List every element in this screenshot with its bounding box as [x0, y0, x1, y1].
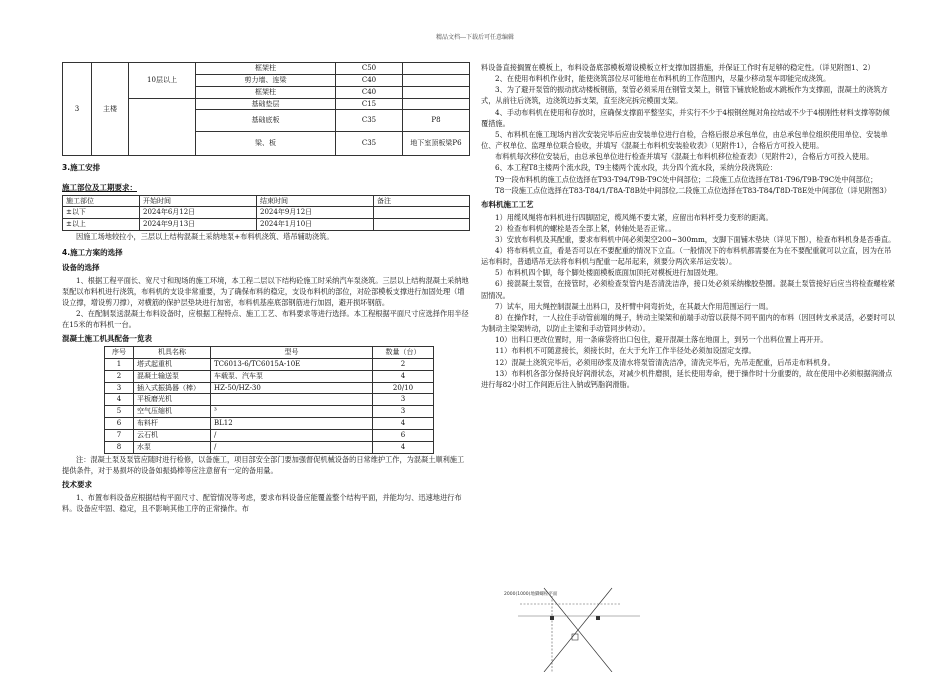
table-cell: 6	[373, 429, 434, 441]
paragraph: T9一段布料机的施工点位选择在T93-T94/T9B-T9C处中间部位；二段施工点位选择在T81-T96/T9B-T9C处中间部位；	[495, 174, 878, 184]
tech-title: 技术要求	[62, 479, 92, 489]
member-name: 基础垫层	[196, 98, 336, 110]
table-cell: 空气压缩机	[134, 406, 211, 418]
table-cell: 车载泵、汽车泵	[211, 370, 373, 382]
member-name: 梁、板	[196, 132, 336, 156]
concrete-grade-table	[62, 62, 470, 156]
table-row	[105, 394, 434, 406]
schedule-table	[62, 195, 470, 232]
table-cell: ±以下	[63, 207, 140, 219]
member-name: 框架柱	[196, 63, 336, 75]
column-header: 数量（台）	[373, 346, 434, 358]
diagram-drawing	[500, 578, 650, 672]
table-cell: 3	[373, 406, 434, 418]
table-cell: 2024年1月10日	[257, 219, 374, 231]
table-cell: 1	[105, 358, 134, 370]
table-cell: 4	[373, 370, 434, 382]
diagram-label: 2000(1000)地脚螺栓平面	[504, 592, 558, 597]
table-cell: 水泵	[134, 441, 211, 453]
machine-table-title: 混凝土施工机具配备一览表	[62, 334, 152, 344]
table-row	[105, 370, 434, 382]
column-header: 结束时间	[257, 195, 374, 207]
table-cell: 6	[105, 418, 134, 430]
column-header: 备注	[374, 195, 470, 207]
table-cell	[374, 207, 470, 219]
table-cell: /	[211, 429, 373, 441]
paragraph: 4、手动布料机在使用和存放时，应确保支撑面平整坚实，并实行不少于4根钢丝绳对角拉结或不少于4根刚性材料支撑等防倾覆措施。	[481, 107, 890, 128]
process-step: 6）接混凝土泵管，在接管时，必须检查泵管内是否清洗洁净，接口处必须采纳橡胶垫圈。混凝土泵管接好后应当将检查螺栓紧固情况。	[481, 279, 895, 300]
process-step: 4）将布料机立直，看是否可以在不要配重的情况下立直。（一般情况下的布料机都需要在为在不要配重就可以立直，因为在吊运布料时，普通塔吊无法将布料机与配重一起吊起来，须要分两次来吊运安装）。	[481, 245, 892, 267]
process-step: 1）用缆风绳将布料机进行四脚固定，缆风绳不要太紧，应留出布料杆受力变形的距离。	[495, 212, 773, 222]
table-row	[63, 207, 470, 219]
table-cell: 8	[105, 441, 134, 453]
process-step: 10）出料口更改位置时，用一条麻袋将出口包住，避开混凝土落在地面上，到另一个出料位置上再开开。	[495, 335, 828, 345]
schedule-note: 因施工场地较拉小，三层以上结构混凝土采纳地泵+布料机浇筑、塔吊辅助浇筑。	[76, 232, 334, 242]
concrete-grade: C40	[336, 86, 403, 98]
table-row	[63, 219, 470, 231]
process-step: 3）安放布料机及其配重，要求布料机中间必须架空200~300mm，支脚下面铺木垫块（详见下图），检查布料机身是否垂直。	[495, 234, 896, 244]
process-title: 布料机施工工艺	[481, 199, 534, 209]
table-row	[105, 429, 434, 441]
floor-range	[129, 98, 196, 156]
member-name: 框架柱	[196, 86, 336, 98]
table-cell: 3	[373, 394, 434, 406]
machine-note: 注：混凝土泵及泵管应随时进行检修，以备施工，项目部安全部门要加强督促机械设备的日常维护工作，为混凝土顺利施工提供条件，对于易损坏的设备如振捣棒等应注意留有一定的备用量。	[62, 454, 465, 475]
process-step: 2）检查布料机的螺栓是否全部上紧，转轴处是否正常。。	[495, 223, 676, 233]
table-cell: 布料杆	[134, 418, 211, 430]
column-header: 序号	[105, 346, 134, 358]
column-header: 施工部位	[63, 195, 140, 207]
process-step: 5）布料机四个脚，每个脚处楼面模板底面加顶托对模板进行加固处理。	[495, 268, 723, 278]
paragraph: 2、在配制泵送混凝土布料设备时，应根据工程特点、施工工艺、布料要求等进行选择。本工程根据平面尺寸应选择作用半径在15米的布料机一台。	[62, 309, 469, 330]
paragraph: 5、布料机在施工现场内首次安装完毕后应由安装单位进行自检，合格后报总承包单位，由总承包单位组织使用单位、安装单位、产权单位、监理单位联合验收，并填写《混凝土布料机安装验收表》（见附件1），合格后方可投入使用。	[481, 129, 888, 151]
process-step: 7）试车，用大绳控制混凝土出料口，及杆臂中间弯折处，在其最大作用范围运行一周。	[495, 301, 773, 311]
equipment-title: 设备的选择	[62, 262, 100, 272]
table-row	[105, 441, 434, 453]
table-cell: 平板磨光机	[134, 394, 211, 406]
remark	[403, 86, 470, 98]
table-cell	[211, 394, 373, 406]
table-cell: ³	[211, 406, 373, 418]
table-cell: 3	[105, 382, 134, 394]
column-header: 开始时间	[140, 195, 257, 207]
column-header: 机具名称	[134, 346, 211, 358]
remark	[403, 74, 470, 86]
table-cell: 云石机	[134, 429, 211, 441]
paragraph: 3、为了避开泵管的振动扰动楼板钢筋，泵管必须采用在钢管支架上，钢管下铺放轮胎或木跳板作为支撑面，混凝土的浇筑方式，从前往后浇筑，边浇筑边拆支架，直至浇完拆完模面支架。	[481, 85, 888, 106]
table-cell	[374, 219, 470, 231]
table-cell: HZ-50/HZ-30	[211, 382, 373, 394]
table-cell: 4	[373, 441, 434, 453]
table-header-row	[63, 195, 470, 207]
floor-range: 10层以上	[129, 63, 196, 99]
paragraph: 2、在使用布料机作业时，能使浇筑部位尽可能地在布料机的工作范围内，尽量少移动泵车即能完成浇筑。	[495, 74, 831, 84]
concrete-grade: C15	[336, 98, 403, 110]
table-cell: 2024年9月12日	[257, 207, 374, 219]
left-column	[62, 62, 470, 514]
table-cell: 插入式振捣器（棒）	[134, 382, 211, 394]
placement-diagram	[500, 578, 650, 672]
table-cell: 塔式起重机	[134, 358, 211, 370]
table-cell: 4	[105, 394, 134, 406]
table-row	[105, 382, 434, 394]
page-header: 精品文档---下载后可任意编辑	[435, 34, 515, 41]
machine-table	[104, 346, 434, 454]
paragraph: 6、本工程T8主楼两个流水段，T9主楼两个流水段，共分四个流水段，采纳分段浇筑砼：	[495, 163, 778, 173]
table-cell: 7	[105, 429, 134, 441]
table-cell: 2024年9月13日	[140, 219, 257, 231]
member-name: 剪力墙、连梁	[196, 74, 336, 86]
concrete-grade: C35	[336, 132, 403, 156]
right-column	[481, 62, 896, 390]
table-cell: ±以上	[63, 219, 140, 231]
remark	[403, 63, 470, 75]
concrete-grade: C50	[336, 63, 403, 75]
table-row	[105, 418, 434, 430]
member-name: 基础底板	[196, 110, 336, 132]
table-row	[105, 406, 434, 418]
process-step: 13）布料机各部分保持良好润滑状态，对减少机件磨损，延长使用寿命，便于操作时十分重要的，故在使用中必须根据润滑点进行每82小时工作间距后注入钠或钙脂润滑脂。	[481, 368, 893, 389]
process-step: 12）混凝土浇筑完毕后，必须用砂浆及清水将泵管清洗洁净，清洗完毕后，先吊走配重，后吊走布料机身。	[495, 357, 835, 367]
schedule-title: 施工部位及工期要求：	[62, 183, 137, 192]
concrete-grade: C35	[336, 110, 403, 132]
table-cell: 2024年6月12日	[140, 207, 257, 219]
table-cell: 2	[105, 370, 134, 382]
section-3-title: 3.施工安排	[62, 163, 101, 173]
paragraph: T8一段施工点位选择在T83-T84/1/T8A-T8B处中间部位,二段施工点位选择在T83-T84/T8D-T8E处中间部位（详见附图3）	[495, 185, 891, 195]
table-cell: 20/10	[373, 382, 434, 394]
concrete-grade: C40	[336, 74, 403, 86]
table-cell: TC6013-6/TC6015A-10E	[211, 358, 373, 370]
section-4-title: 4.施工方案的选择	[62, 248, 123, 258]
table-cell: 2	[373, 358, 434, 370]
paragraph: 1、布置布料设备应根据结构平面尺寸、配管情况等考虑，要求布料设备应能覆盖整个结构平面，并能均匀、迅速地进行布料。设备应牢固、稳定，且不影响其他工序的正常操作。布	[62, 492, 462, 513]
column-header: 型号	[211, 346, 373, 358]
table-cell: 4	[373, 418, 434, 430]
process-step: 8）在操作时，一人拉住手动管前端的绳子，转动主梁架和前端手动管以获得不同平面内的布料（因回转支承灵活，必要时可以为制动主梁架转动，以防止主梁和手动管同步转动）。	[481, 312, 895, 334]
remark	[403, 98, 470, 110]
row-number: 3	[63, 63, 92, 156]
table-cell: /	[211, 441, 373, 453]
paragraph: 布料机每次移位安装后，由总承包单位进行检查并填写《混凝土布料机移位检查表》（见附件2），合格后方可投入使用。	[495, 152, 874, 162]
table-row	[63, 63, 470, 75]
remark: P8	[403, 110, 470, 132]
remark: 地下室顶板梁P6	[403, 132, 470, 156]
paragraph: 1、根据工程平面长、宽尺寸和现场的施工环境，本工程二层以下结构砼施工时采纳汽车泵浇筑。三层以上结构混凝土采纳地泵配以布料机进行浇筑，布料机的支设非常重要，为了确保布料的稳定，支设布料机的部位，对砼部模板支撑进行加固处理（增设立撑，增设剪刀撑），对横筋的保护层垫块进行加密，布料机基座底部钢筋进行加固，避开损坏钢筋。	[62, 275, 469, 307]
table-cell: 混凝土输送泵	[134, 370, 211, 382]
part-name: 主楼	[92, 63, 129, 156]
process-step: 11）布料机不可随意接长，须接长时，在大于允许工作半径处必须加设固定支撑。	[495, 346, 756, 356]
table-cell: BL12	[211, 418, 373, 430]
table-row	[105, 358, 434, 370]
paragraph: 料设备直接搁置在模板上，布料设备底部模板增设模板立杆支撑加固措施，并保证工作时有足够的稳定性。（详见附图1、2）	[481, 63, 875, 72]
table-cell: 5	[105, 406, 134, 418]
table-header-row	[105, 346, 434, 358]
